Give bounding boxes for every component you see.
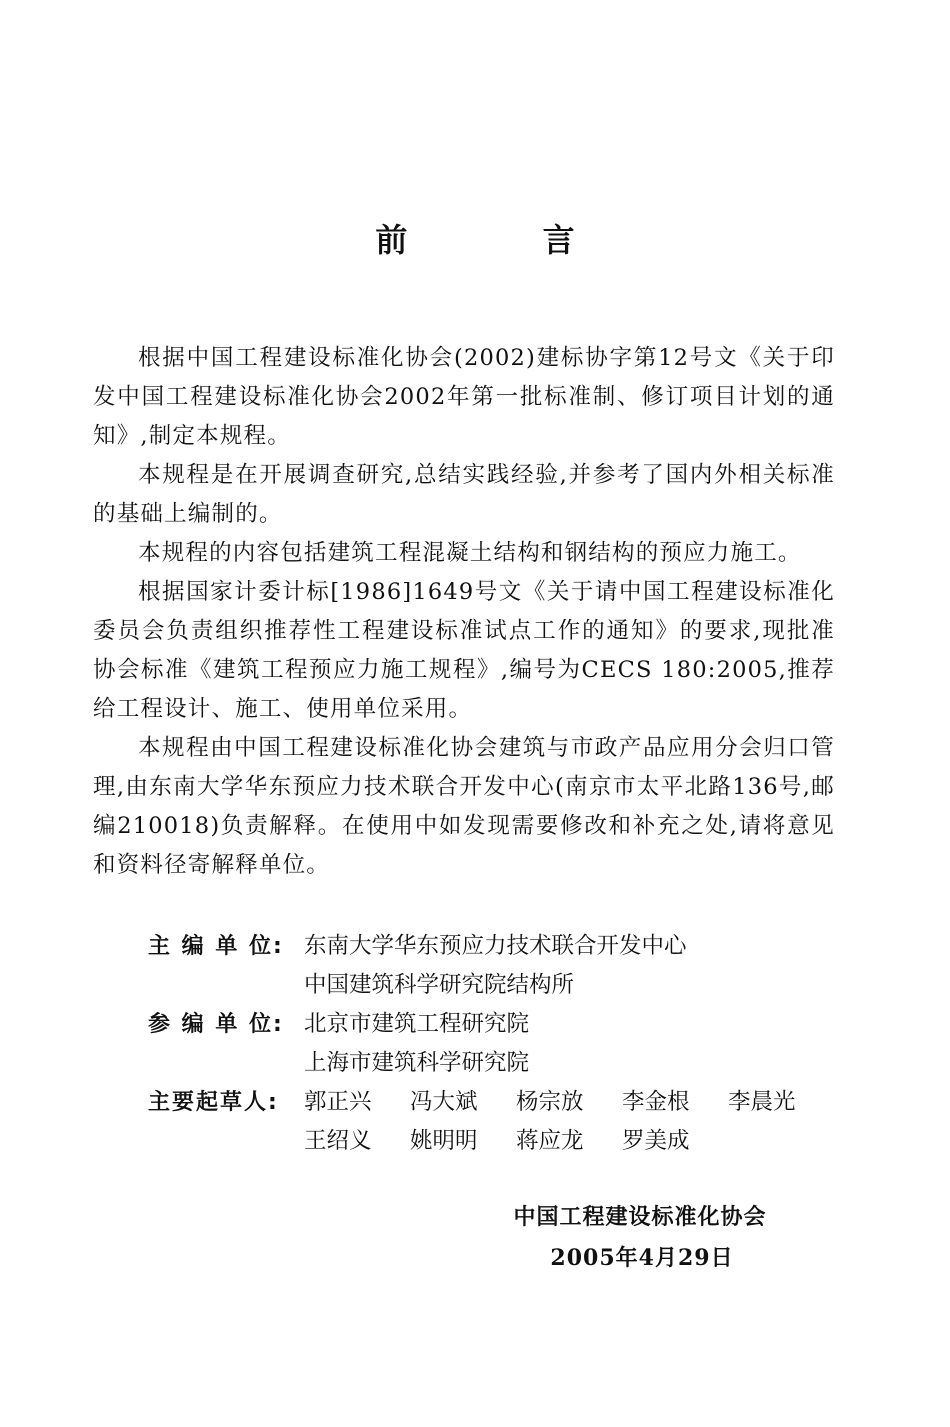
signature-org: 中国工程建设标准化协会 — [513, 1205, 767, 1230]
drafter-name: 冯大斌 — [410, 1089, 478, 1115]
drafter-name: 李晨光 — [728, 1089, 796, 1115]
drafter-name: 杨宗放 — [516, 1089, 584, 1115]
participant-unit: 上海市建筑科学研究院 — [304, 1050, 530, 1076]
drafter-name: 罗美成 — [622, 1128, 690, 1154]
paragraph-scope: 本规程的内容包括建筑工程混凝土结构和钢结构的预应力施工。 — [138, 540, 802, 566]
chief-editor-units — [304, 927, 687, 1005]
contributors-section — [148, 927, 848, 1161]
participant-unit: 北京市建筑工程研究院 — [304, 1011, 530, 1037]
drafter-names — [304, 1083, 834, 1161]
chief-editor-unit: 东南大学华东预应力技术联合开发中心 — [304, 933, 687, 959]
paragraph-approval: 根据国家计委计标[1986]1649号文《关于请中国工程建设标准化委员会负责组织推荐性工程建设标准试点工作的通知》的要求,现批准协会标准《建筑工程预应力施工规程》,编号为CECS 180:2005,推荐给工程设计、施工、使用单位采用。 — [93, 579, 835, 722]
participant-units — [304, 1005, 529, 1083]
drafter-row — [148, 1083, 848, 1161]
paragraph-research: 本规程是在开展调查研究,总结实践经验,并参考了国内外相关标准的基础上编制的。 — [93, 462, 835, 527]
participant-row — [148, 1005, 848, 1083]
drafter-name: 蒋应龙 — [516, 1128, 584, 1154]
drafter-name: 李金根 — [622, 1089, 690, 1115]
paragraph-management: 本规程由中国工程建设标准化协会建筑与市政产品应用分会归口管理,由东南大学华东预应力技术联合开发中心(南京市太平北路136号,邮编210018)负责解释。在使用中如发现需要修改和补充之处,请将意见和资料径寄解释单位。 — [93, 735, 835, 878]
drafter-name: 王绍义 — [304, 1128, 372, 1154]
drafter-name: 姚明明 — [410, 1128, 478, 1154]
chief-editor-label: 主 编 单 位: — [148, 934, 284, 959]
chief-editor-row — [148, 927, 848, 1005]
chief-editor-unit: 中国建筑科学研究院结构所 — [304, 972, 575, 998]
signature-date: 2005年4月29日 — [550, 1245, 734, 1271]
preface-body — [93, 339, 835, 885]
page-title: 前 言 — [375, 221, 637, 259]
drafter-name: 郭正兴 — [304, 1089, 372, 1115]
paragraph-basis: 根据中国工程建设标准化协会(2002)建标协字第12号文《关于印发中国工程建设标准化协会2002年第一批标准制、修订项目计划的通知》,制定本规程。 — [93, 345, 835, 449]
signature-block — [480, 1198, 800, 1278]
drafter-label: 主要起草人: — [148, 1090, 279, 1115]
participant-label: 参 编 单 位: — [148, 1012, 284, 1037]
